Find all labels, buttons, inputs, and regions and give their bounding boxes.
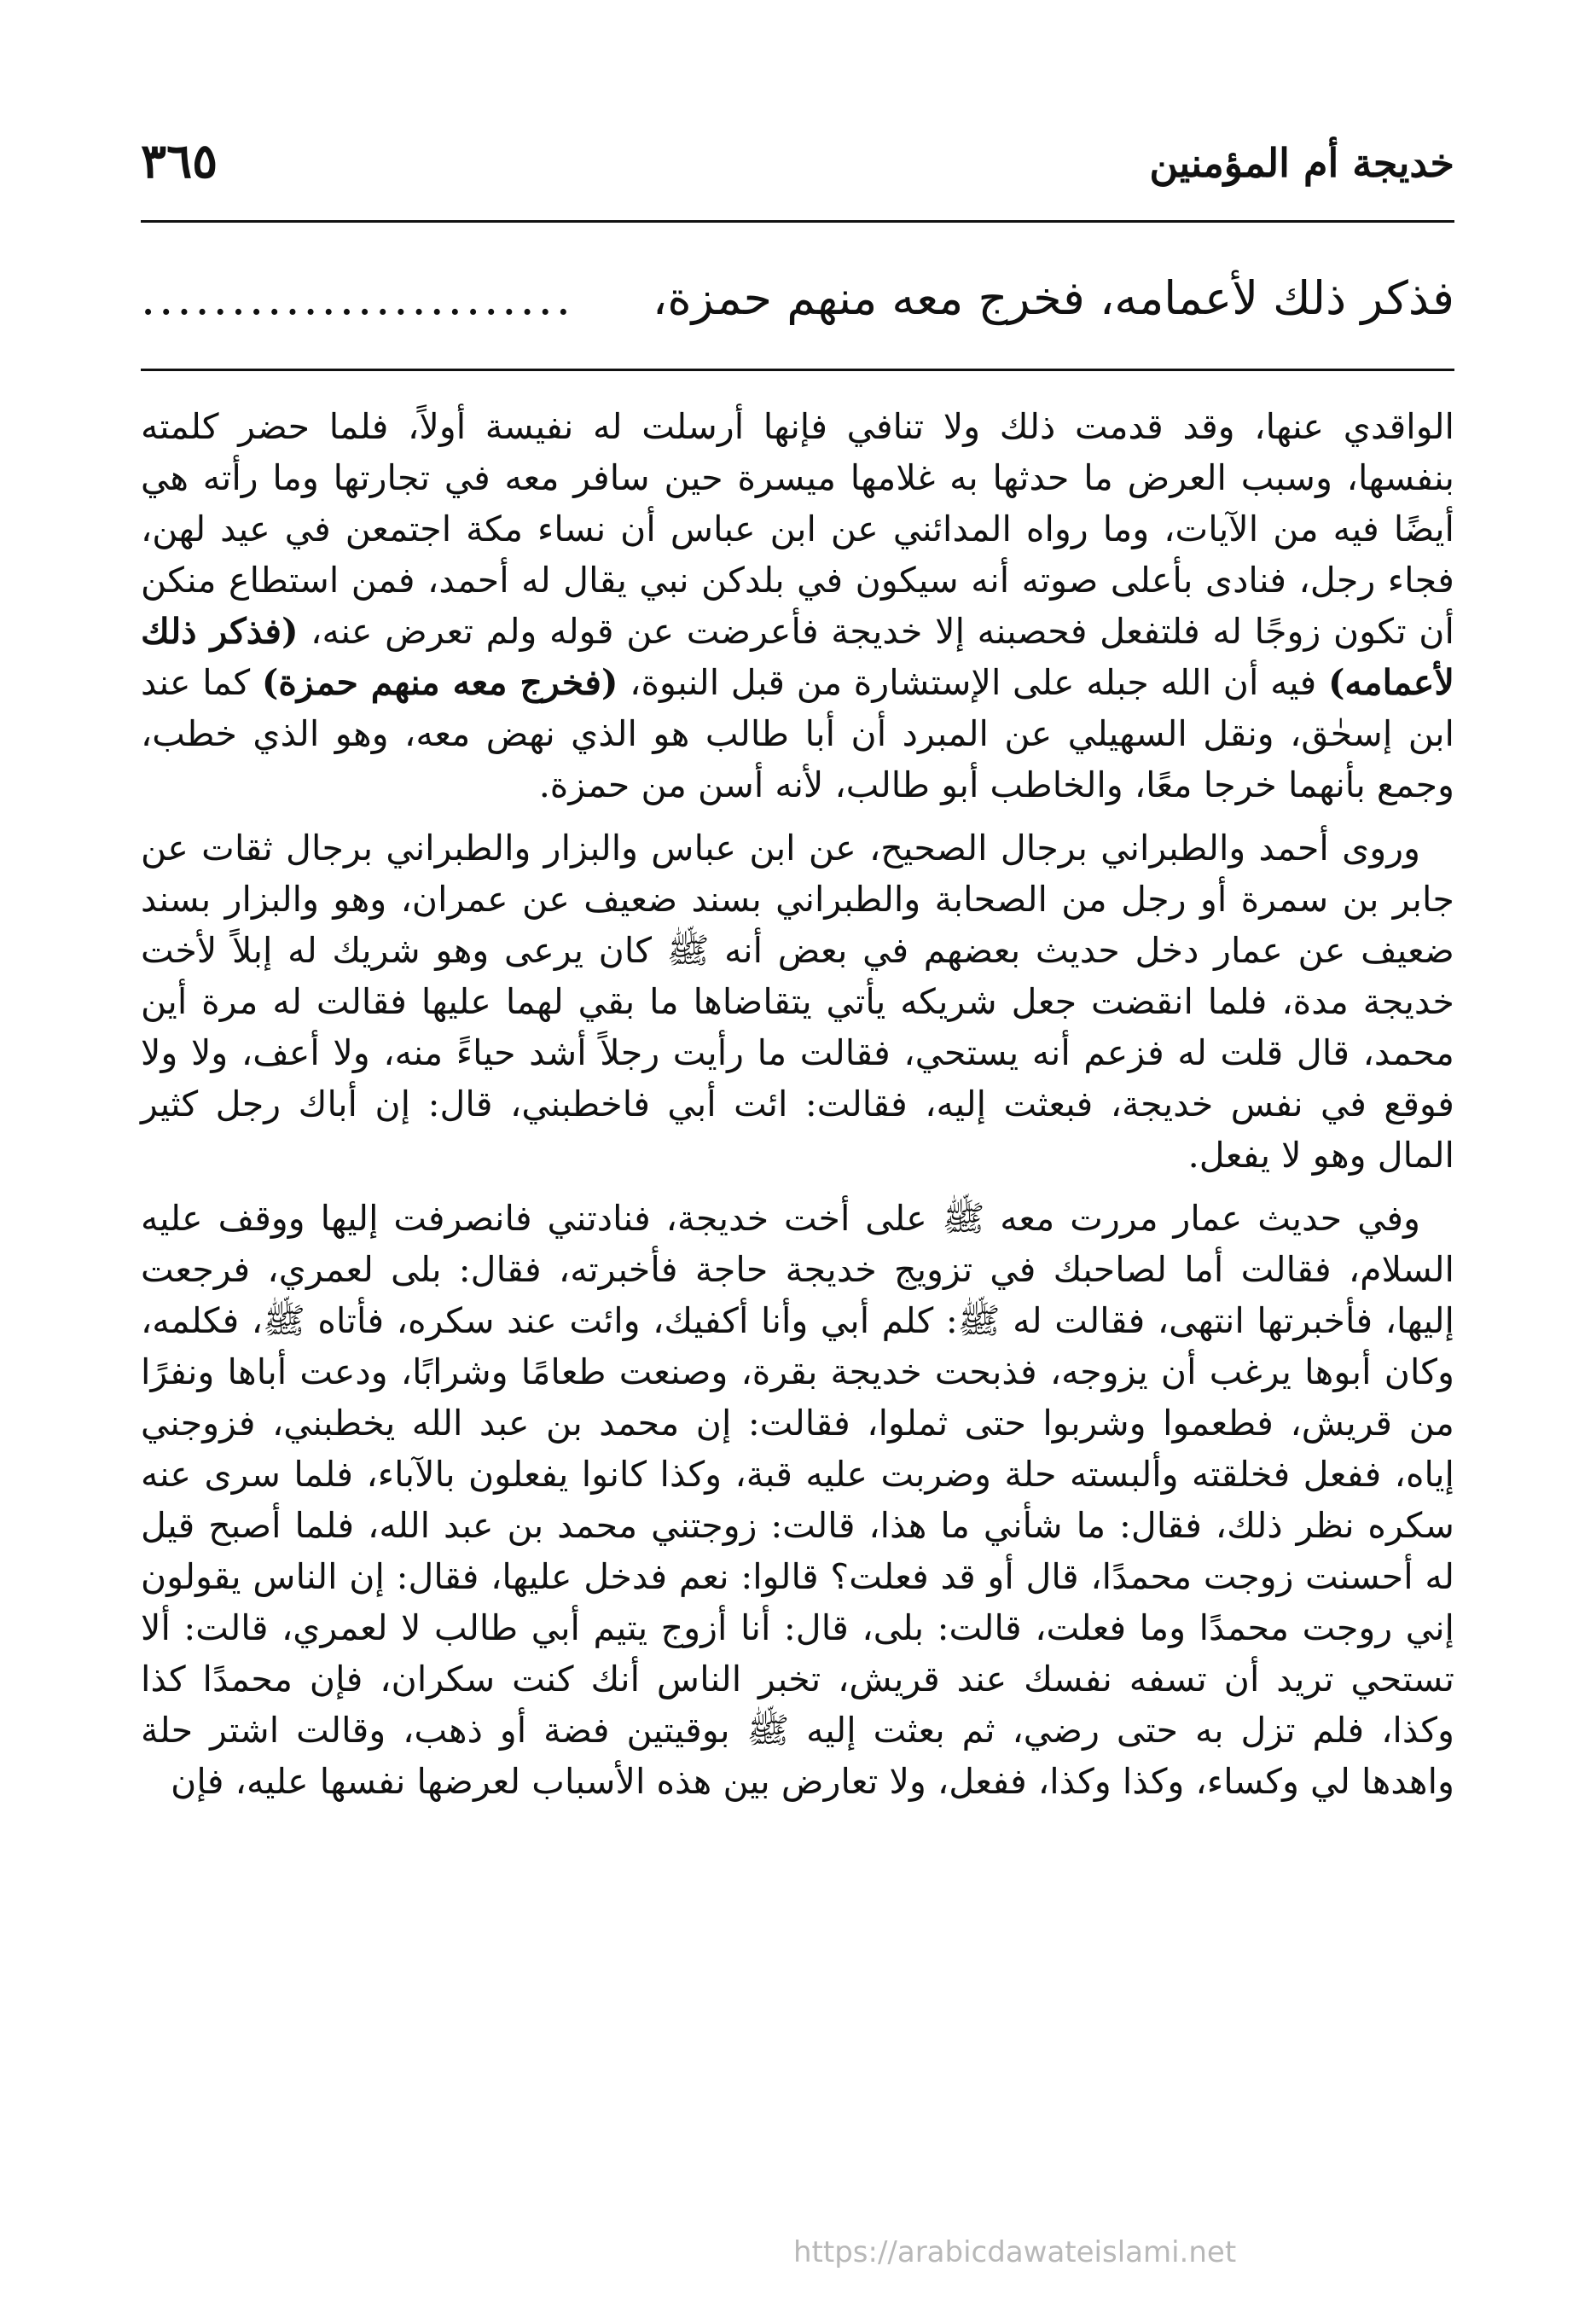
matn-text: فذكر ذلك لأعمامه، فخرج معه منهم حمزة، bbox=[652, 271, 1454, 325]
matn-rule bbox=[141, 369, 1454, 371]
book-page bbox=[141, 111, 1454, 2295]
quoted-matn: (فذكر ذلك لأعمامه) bbox=[141, 610, 1454, 703]
paragraph-text: فيه أن الله جبله على الإستشارة من قبل النبوة، bbox=[618, 662, 1328, 703]
matn-dots: ........................ bbox=[141, 271, 574, 325]
quoted-matn: (فخرج معه منهم حمزة) bbox=[261, 661, 618, 703]
header-rule bbox=[141, 220, 1454, 223]
commentary bbox=[141, 401, 1454, 1819]
paragraph-text: كما عند ابن إسحٰق، ونقل السهيلي عن المبرد أن أبا طالب هو الذي نهض معه، وهو الذي خطب، وجمع بأنهما خرجا معًا، والخاطب أبو طالب، لأنه أسن من حمزة. bbox=[141, 662, 1454, 805]
paragraph-2: وروى أحمد والطبراني برجال الصحيح، عن ابن عباس والبزار والطبراني برجال ثقات عن جابر بن سمرة أو رجل من الصحابة والطبراني بسند ضعيف عن عمران، وهو والبزار بسند ضعيف عن عمار دخل حديث بعضهم في بعض أنه ﷺ كان يرعى وهو شريك له إبلاً لأخت خديجة مدة، فلما انقضت جعل شريكه يأتي يتقاضاها ما بقي لهما عليها فقالت له مرة أين محمد، قال قلت له فزعم أنه يستحي، فقالت ما رأيت رجلاً أشد حياءً منه، ولا أعف، ولا ولا فوقع في نفس خديجة، فبعثت إليه، فقالت: ائت أبي فاخطبني، قال: إن أباك رجل كثير المال وهو لا يفعل. bbox=[141, 828, 1454, 1176]
paragraph-1 bbox=[141, 401, 1454, 810]
running-title: خديجة أم المؤمنين bbox=[1149, 140, 1454, 186]
page-number: ٣٦٥ bbox=[141, 133, 218, 189]
paragraph-3: وفي حديث عمار مررت معه ﷺ على أخت خديجة، فنادتني فانصرفت إليها ووقف عليه السلام، فقالت أما لصاحبك في تزويج خديجة حاجة فأخبرته، فقال: بلى لعمري، فرجعت إليها، فأخبرتها انتهى، فقالت له ﷺ: كلم أبي وأنا أكفيك، وائت عند سكره، فأتاه ﷺ، فكلمه، وكان أبوها يرغب أن يزوجه، فذبحت خديجة بقرة، وصنعت طعامًا وشرابًا، ودعت أباها ونفرًا من قريش، فطعموا وشربوا حتى ثملوا، فقالت: إن محمد بن عبد الله يخطبني، فزوجني إياه، ففعل فخلقته وألبسته حلة وضربت عليه قبة، وكذا كانوا يفعلون بالآباء، فلما سرى عنه سكره نظر ذلك، فقال: ما شأني ما هذا، قالت: زوجتني محمد بن عبد الله، فلما أصبح قيل له أحسنت زوجت محمدًا، قال أو قد فعلت؟ قالوا: نعم فدخل عليها، فقال: إن الناس يقولون إني روجت محمدًا وما فعلت، قالت: بلى، قال: أنا أزوج يتيم أبي طالب لا لعمري، قالت: ألا تستحي تريد أن تسفه نفسك عند قريش، تخبر الناس أنك كنت سكران، فإن محمدًا كذا وكذا، فلم تزل به حتى رضي، ثم بعثت إليه ﷺ بوقيتين فضة أو ذهب، وقالت اشتر حلة واهدها لي وكساء، وكذا وكذا، ففعل، ولا تعارض بين هذه الأسباب لعرضها نفسها عليه، فإن bbox=[141, 1198, 1454, 1802]
paragraph-text: الواقدي عنها، وقد قدمت ذلك ولا تنافي فإنها أرسلت له نفيسة أولاً، فلما حضر كلمته بنفسها، وسبب العرض ما حدثها به غلامها ميسرة حين سافر معه في تجارتها وما رأته هي أيضًا فيه من الآيات، وما رواه المدائني عن ابن عباس أن نساء مكة اجتمعن في عيد لهن، فجاء رجل، فنادى بأعلى صوته أنه سيكون في بلدكن نبي يقال له أحمد، فمن استطاع منكن أن تكون زوجًا له فلتفعل فحصبنه إلا خديجة فأعرضت عن قوله ولم تعرض عنه، bbox=[141, 406, 1454, 652]
running-head bbox=[141, 128, 1454, 196]
matn-line bbox=[141, 256, 1454, 341]
watermark-url: https://arabicdawateislami.net bbox=[793, 2235, 1237, 2269]
